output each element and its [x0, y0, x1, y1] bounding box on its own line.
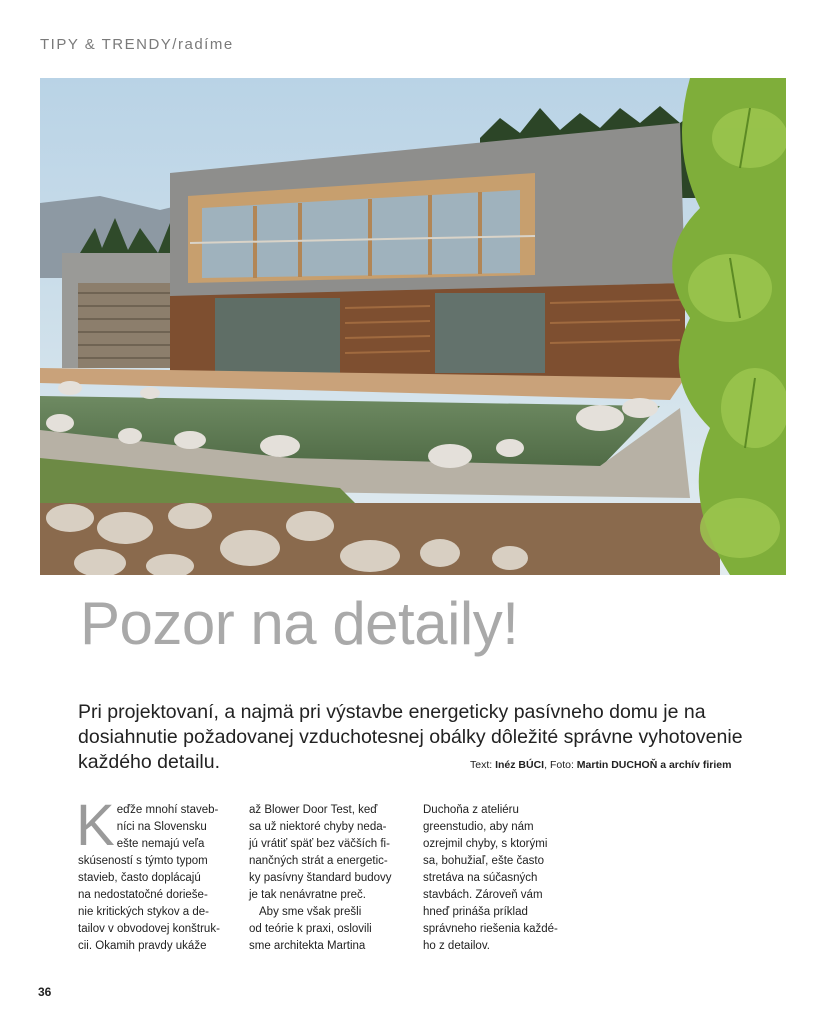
drop-cap: K	[76, 793, 115, 858]
body-line: až Blower Door Test, keď	[249, 804, 378, 816]
credit-photographer: Martin DUCHOŇ a archív firiem	[576, 759, 732, 771]
body-column-3	[423, 802, 573, 955]
body-line: správneho riešenia každé-	[423, 923, 558, 935]
body-line: jú vrátiť späť bez väčších fi-	[249, 838, 390, 850]
body-line: ho z detailov.	[423, 940, 490, 952]
body-line: Duchoňa z ateliéru	[423, 804, 519, 816]
body-line: skúseností s týmto typom	[78, 855, 208, 867]
body-column-2	[249, 802, 399, 955]
body-line: sa, bohužiaľ, ešte často	[423, 855, 544, 867]
body-line: Aby sme však prešli	[259, 906, 362, 918]
house-photo	[40, 78, 786, 575]
body-line: nie kritických stykov a de-	[78, 906, 210, 918]
body-line: stavbách. Zároveň vám	[423, 889, 543, 901]
page-number: 36	[38, 985, 52, 999]
body-line: ky pasívny štandard budovy	[249, 872, 392, 884]
article-lead: Pri projektovaní, a najmä pri výstavbe energeticky pasívneho domu je na dosiahnutie požadovanej vzduchotesnej obálky dôležité správne vyhotovenie každého detailu.	[78, 701, 743, 773]
credit-photo-label: , Foto:	[544, 759, 577, 771]
body-line: greenstudio, aby nám	[423, 821, 534, 833]
body-line: eďže mnohí staveb-	[116, 804, 219, 816]
article-credit	[470, 759, 731, 771]
body-line: od teórie k praxi, oslovili	[249, 923, 372, 935]
body-column-1	[76, 793, 250, 955]
body-line: nančných strát a energetic-	[249, 855, 388, 867]
body-line: tailov v obvodovej konštruk-	[78, 923, 220, 935]
body-line: stretáva na súčasných	[423, 872, 538, 884]
article-title: Pozor na detaily!	[80, 590, 519, 657]
credit-text-label: Text:	[470, 759, 496, 771]
body-line: na nedostatočné doriešе-	[78, 889, 208, 901]
section-label: TIPY & TRENDY/radíme	[40, 36, 234, 53]
body-line: cii. Okamih pravdy ukáže	[78, 940, 207, 952]
body-line: hneď prináša príklad	[423, 906, 528, 918]
body-line: níci na Slovensku	[116, 821, 207, 833]
body-line: stavieb, často doplácajú	[78, 872, 201, 884]
body-line: ešte nemajú veľa	[116, 838, 205, 850]
body-line: je tak nenávratne preč.	[249, 889, 366, 901]
body-line: sa už niektoré chyby neda-	[249, 821, 387, 833]
credit-author: Inéz BÚCI	[495, 759, 545, 771]
body-line: sme architekta Martina	[249, 940, 366, 952]
body-line: ozrejmil chyby, s ktorými	[423, 838, 548, 850]
